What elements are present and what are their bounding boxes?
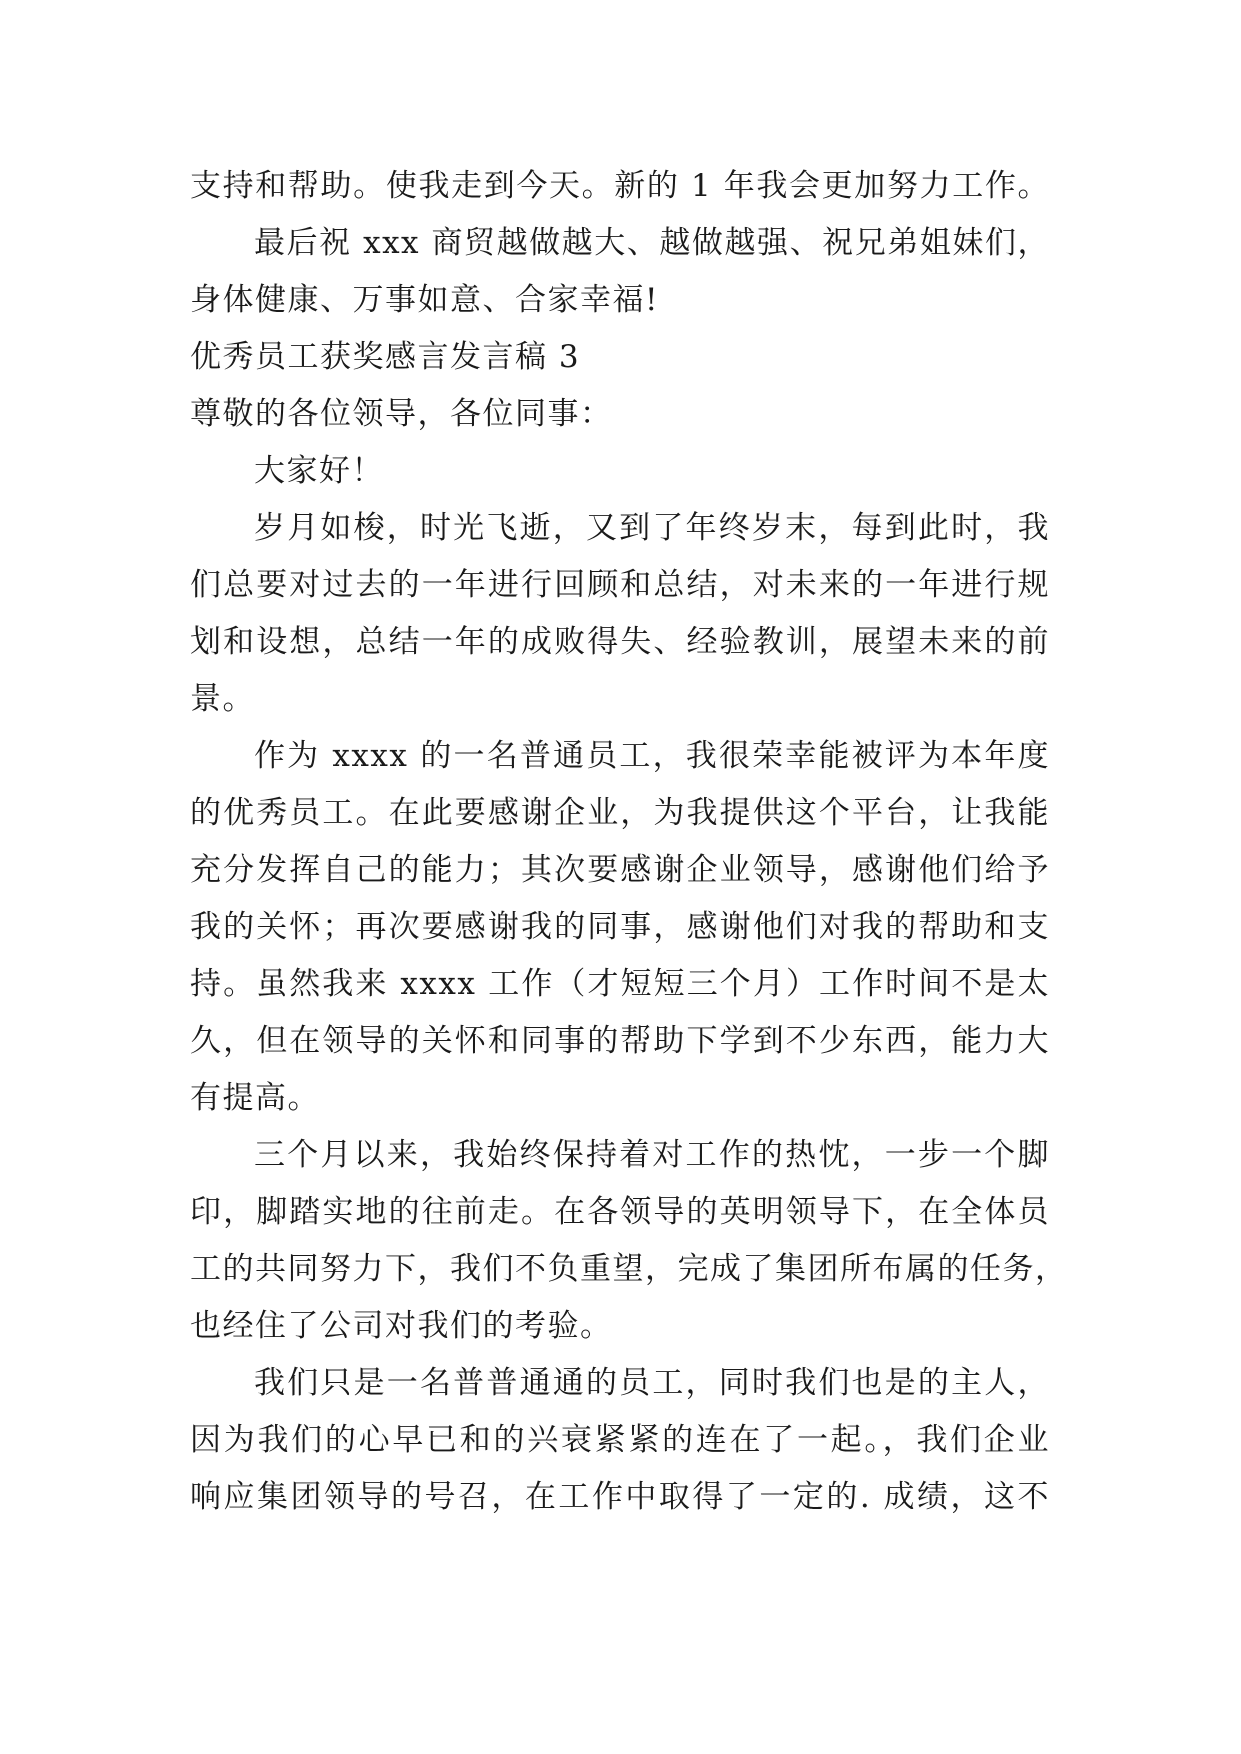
text-line: 持。虽然我来 xxxx 工作（才短短三个月）工作时间不是太 — [190, 966, 1050, 1002]
greeting: 大家好！ — [254, 453, 384, 489]
section-heading: 优秀员工获奖感言发言稿 3 — [190, 339, 581, 375]
text-line: 响应集团领导的号召，在工作中取得了一定的. 成绩，这不 — [190, 1479, 1050, 1515]
text-line: 们总要对过去的一年进行回顾和总结，对未来的一年进行规 — [190, 567, 1050, 603]
text-line: 也经住了公司对我们的考验。 — [190, 1308, 613, 1344]
text-line: 作为 xxxx 的一名普通员工，我很荣幸能被评为本年度 — [254, 738, 1050, 774]
text-line: 身体健康、万事如意、合家幸福! — [190, 282, 659, 318]
text-line: 景。 — [190, 681, 255, 717]
text-line: 的优秀员工。在此要感谢企业，为我提供这个平台，让我能 — [190, 795, 1050, 831]
text-line: 因为我们的心早已和的兴衰紧紧的连在了一起。，我们企业 — [190, 1422, 1050, 1458]
text-line: 工的共同努力下，我们不负重望，完成了集团所布属的任务， — [190, 1251, 1068, 1287]
text-line: 有提高。 — [190, 1080, 320, 1116]
text-line: 三个月以来，我始终保持着对工作的热忱，一步一个脚 — [254, 1137, 1050, 1173]
salutation: 尊敬的各位领导，各位同事： — [190, 396, 613, 432]
text-line: 最后祝 xxx 商贸越做越大、越做越强、祝兄弟姐妹们， — [254, 225, 1050, 261]
text-line: 支持和帮助。使我走到今天。新的 1 年我会更加努力工作。 — [190, 168, 1050, 204]
text-line: 我的关怀；再次要感谢我的同事，感谢他们对我的帮助和支 — [190, 909, 1050, 945]
text-line: 我们只是一名普普通通的员工，同时我们也是的主人， — [254, 1365, 1050, 1401]
text-line: 充分发挥自己的能力；其次要感谢企业领导，感谢他们给予 — [190, 852, 1050, 888]
text-line: 印，脚踏实地的往前走。在各领导的英明领导下，在全体员 — [190, 1194, 1050, 1230]
text-line: 划和设想，总结一年的成败得失、经验教训，展望未来的前 — [190, 624, 1050, 660]
text-line: 岁月如梭，时光飞逝，又到了年终岁末，每到此时，我 — [254, 510, 1050, 546]
text-line: 久，但在领导的关怀和同事的帮助下学到不少东西，能力大 — [190, 1023, 1050, 1059]
